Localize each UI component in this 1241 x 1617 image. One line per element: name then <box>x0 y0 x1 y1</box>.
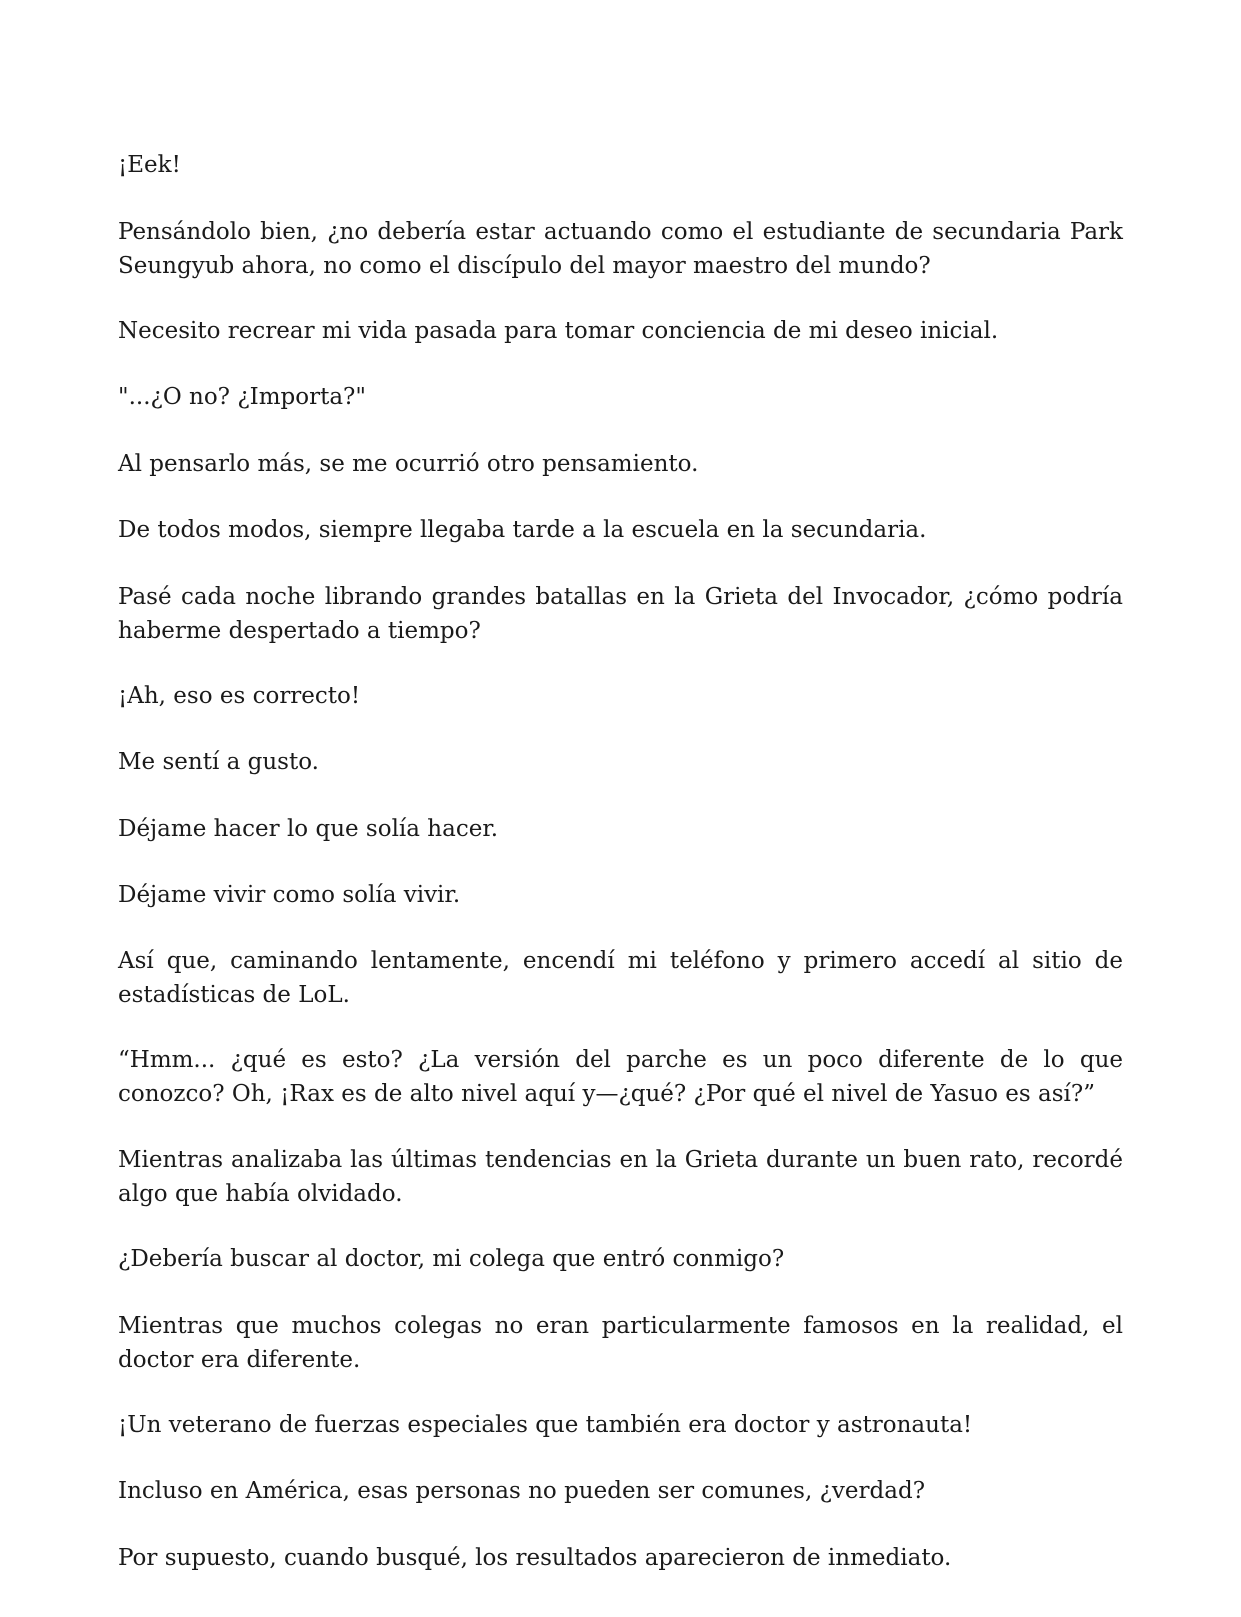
paragraph: Así que, caminando lentamente, encendí mi teléfono y primero accedí al sitio de estadísticas de LoL. <box>118 948 1123 1008</box>
paragraph: ¡Un veterano de fuerzas especiales que también era doctor y astronauta! <box>118 1412 973 1438</box>
paragraph: Al pensarlo más, se me ocurrió otro pensamiento. <box>118 451 699 477</box>
paragraph: Pensándolo bien, ¿no debería estar actuando como el estudiante de secundaria Park Seungyub ahora, no como el discípulo del mayor maestro del mundo? <box>118 219 1123 279</box>
paragraph: Por supuesto, cuando busqué, los resultados aparecieron de inmediato. <box>118 1545 952 1571</box>
paragraph: Déjame vivir como solía vivir. <box>118 882 461 908</box>
paragraph: De todos modos, siempre llegaba tarde a la escuela en la secundaria. <box>118 517 927 543</box>
paragraph: "...¿O no? ¿Importa?" <box>118 384 366 410</box>
paragraph: Necesito recrear mi vida pasada para tomar conciencia de mi deseo inicial. <box>118 318 999 344</box>
paragraph: Mientras analizaba las últimas tendencias en la Grieta durante un buen rato, recordé algo que había olvidado. <box>118 1147 1123 1207</box>
paragraph: Pasé cada noche librando grandes batallas en la Grieta del Invocador, ¿cómo podría haberme despertado a tiempo? <box>118 584 1123 644</box>
paragraph: Déjame hacer lo que solía hacer. <box>118 816 499 842</box>
paragraph: ¡Ah, eso es correcto! <box>118 683 361 709</box>
paragraph: “Hmm... ¿qué es esto? ¿La versión del parche es un poco diferente de lo que conozco? Oh, ¡Rax es de alto nivel aquí y—¿qué? ¿Por qué el nivel de Yasuo es así?” <box>118 1047 1123 1107</box>
paragraph: Mientras que muchos colegas no eran particularmente famosos en la realidad, el doctor era diferente. <box>118 1313 1123 1373</box>
paragraph: ¡Eek! <box>118 152 181 178</box>
paragraph: Me sentí a gusto. <box>118 749 319 775</box>
paragraph: ¿Debería buscar al doctor, mi colega que entró conmigo? <box>118 1246 785 1272</box>
paragraph: Incluso en América, esas personas no pueden ser comunes, ¿verdad? <box>118 1478 926 1504</box>
